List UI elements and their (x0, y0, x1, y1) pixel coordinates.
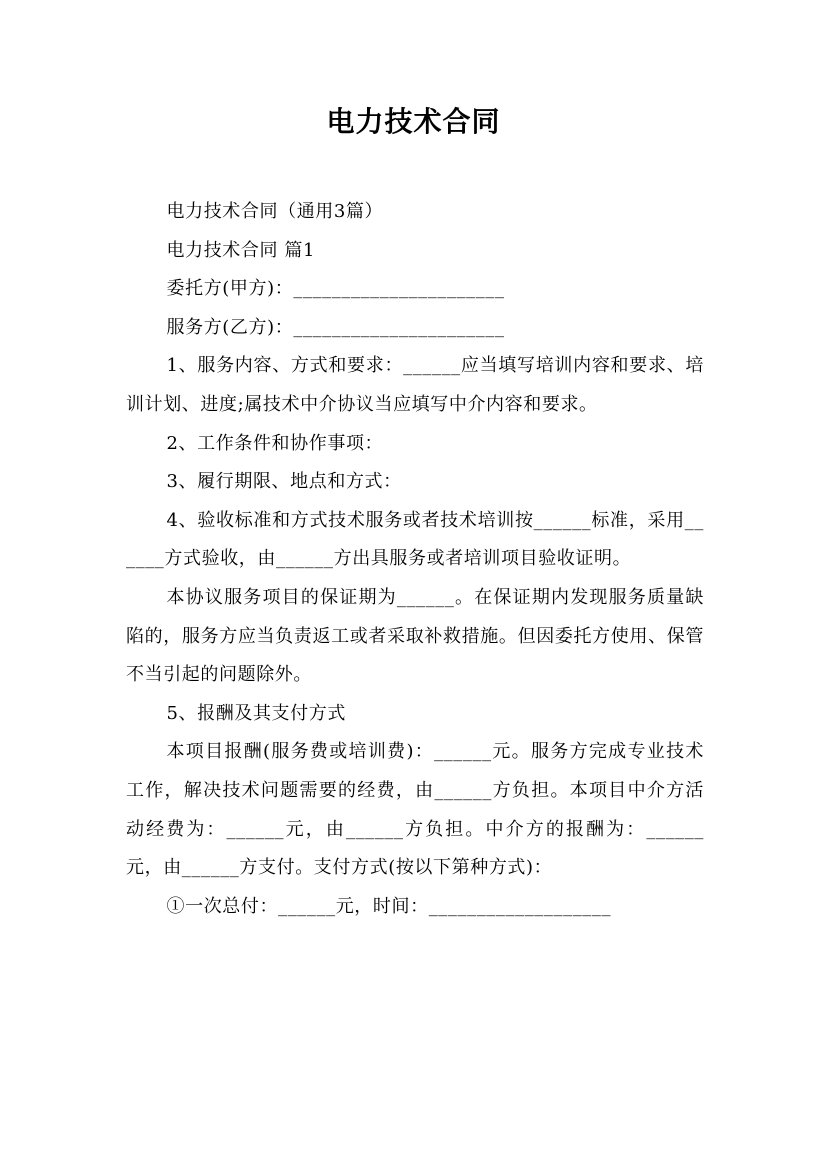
paragraph-clause-3: 3、履行期限、地点和方式： (166, 471, 402, 493)
paragraph-provider: 服务方(乙方)：______________________ (166, 316, 505, 338)
paragraph-clause-5: 5、报酬及其支付方式 (166, 702, 346, 724)
paragraph-warranty: 本协议服务项目的保证期为______。在保证期内发现服务质量缺陷的，服务方应当负责返工或者采取补救措施。但因委托方使用、保管不当引起的问题除外。 (126, 586, 704, 686)
paragraph-client: 委托方(甲方)：______________________ (166, 278, 505, 300)
paragraph-section-heading: 电力技术合同 篇1 (166, 239, 316, 261)
paragraph-clause-2: 2、工作条件和协作事项： (166, 432, 384, 454)
paragraph-remuneration: 本项目报酬(服务费或培训费)：______元。服务方完成专业技术工作，解决技术问题需要的经费，由______方负担。本项目中介方活动经费为：______元，由______方负担。中介方的报酬为：______元，由______方支付。支付方式(按以下第种方式)： (126, 741, 704, 879)
document-body (126, 193, 704, 926)
paragraph-subtitle: 电力技术合同（通用3篇） (166, 201, 384, 222)
paragraph-clause-1: 1、服务内容、方式和要求：______应当填写培训内容和要求、培训计划、进度;属技术中介协议当应填写中介内容和要求。 (126, 355, 704, 415)
paragraph-clause-4: 4、验收标准和方式技术服务或者技术培训按______标准，采用______方式验收，由______方出具服务或者培训项目验收证明。 (126, 509, 704, 570)
document-title: 电力技术合同 (326, 105, 501, 138)
paragraph-payment-option-1: ①一次总付：______元，时间：___________________ (166, 895, 612, 917)
